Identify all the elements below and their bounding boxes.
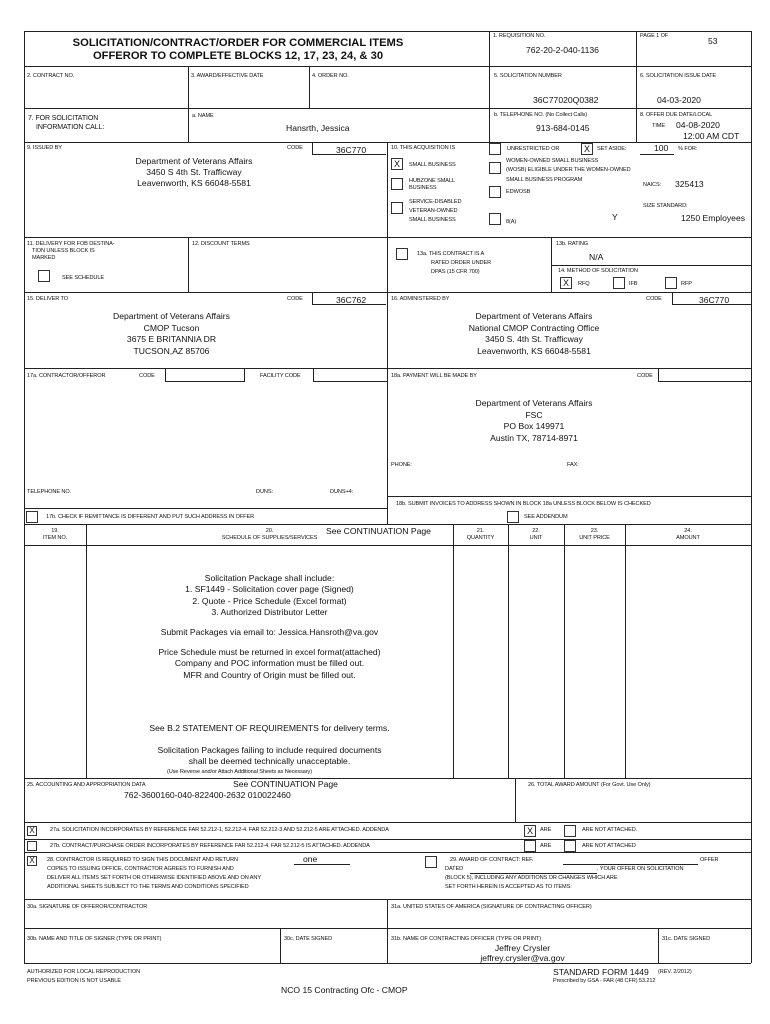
clause-27b-are: ARE (540, 843, 552, 849)
remittance-label: 17b. CHECK IF REMITTANCE IS DIFFERENT AND PUT SUCH ADDRESS IN OFFER (46, 514, 255, 520)
clause-27b-checkbox[interactable] (27, 841, 37, 851)
col-quantity: 21. QUANTITY (466, 528, 495, 541)
footer-form-name: STANDARD FORM 1449 (553, 967, 649, 977)
order-no-label: 4. ORDER NO. (312, 73, 349, 79)
sdvosb-label-1: SERVICE-DISABLED (409, 199, 462, 205)
title-line-2: OFFEROR TO COMPLETE BLOCKS 12, 17, 23, 24, & 30 (92, 50, 384, 62)
deliver-to-address: Department of Veterans Affairs CMOP Tucson 3675 E BRITANNIA DR TUCSON,AZ 85706 (113, 311, 230, 356)
issued-by-address: Department of Veterans Affairs 3450 S 4th St. Trafficway Leavenworth, KS 66048-5581 (135, 156, 253, 188)
naics-label: NAICS: (643, 182, 662, 188)
rated-label-2: RATED ORDER UNDER (431, 260, 492, 266)
footer-authorized: AUTHORIZED FOR LOCAL REPRODUCTION (27, 969, 141, 975)
requisition-label: 1. REQUISITION NO. (493, 33, 546, 39)
title-line-1: SOLICITATION/CONTRACT/ORDER FOR COMMERCIAL ITEMS (72, 37, 404, 49)
schedule-submit-email: Submit Packages via email to: Jessica.Hansroth@va.gov (160, 627, 379, 637)
page-label: PAGE 1 OF (640, 33, 669, 39)
clause-27a-not-attached: ARE NOT ATTACHED. (582, 827, 638, 833)
duns4-label: DUNS+4: (330, 489, 354, 495)
clause-29-line-3: (BLOCK 5), INCLUDING ANY ADDITIONS OR CHANGES WHICH ARE (445, 875, 618, 881)
col-unit: 22. UNIT (529, 528, 543, 541)
percent-for-label: % FOR: (678, 146, 698, 152)
sdvosb-checkbox[interactable] (391, 202, 403, 214)
schedule-price-instructions: Price Schedule must be returned in excel format(attached) Company and POC information must be filled out. MFR and Country of Origin must be filled out. (158, 647, 381, 680)
rating-label: 13b. RATING (556, 241, 589, 247)
schedule-reverse-note: (Use Reverse and/or Attach Additional Sheets as Necessary) (167, 769, 312, 775)
clause-29-your-offer: . YOUR OFFER ON SOLICITATION (597, 866, 684, 872)
delivery-label-2: TION UNLESS BLOCK IS (32, 248, 95, 254)
clause-28-line-3: DELIVER ALL ITEMS SET FORTH OR OTHERWISE IDENTIFIED ABOVE AND ON ANY (47, 875, 261, 881)
edwosb-checkbox[interactable] (489, 186, 501, 198)
name-label: a. NAME (192, 113, 214, 119)
for-info-label-2: INFORMATION CALL: (36, 124, 105, 131)
eight-a-label: 8(A) (506, 219, 517, 225)
set-aside-checkbox[interactable]: X (581, 143, 593, 155)
remittance-checkbox[interactable] (26, 511, 38, 523)
issued-by-code: 36C770 (336, 145, 367, 155)
signer-date-label: 30c. DATE SIGNED (284, 936, 333, 942)
issued-by-label: 9. ISSUED BY (27, 145, 62, 151)
clause-29-checkbox[interactable] (425, 856, 437, 868)
see-schedule-label: SEE SCHEDULE (62, 275, 105, 281)
administered-by-label: 16. ADMINISTERED BY (391, 296, 450, 302)
rating-value: N/A (589, 252, 604, 262)
administered-by-code: 36C770 (699, 295, 730, 305)
unrestricted-checkbox[interactable] (489, 143, 501, 155)
eight-a-value: Y (612, 212, 618, 222)
due-label-1: 8. OFFER DUE DATE/LOCAL (640, 112, 713, 118)
col-item-no: 19. ITEM NO. (42, 528, 68, 541)
invoices-label: 18b. SUBMIT INVOICES TO ADDRESS SHOWN IN BLOCK 18a UNLESS BLOCK BELOW IS CHECKED (396, 501, 651, 507)
issued-by-code-label: CODE (287, 145, 303, 151)
issue-date-label: 6. SOLICITATION ISSUE DATE (640, 73, 717, 79)
clause-27a-checkbox[interactable]: X (27, 826, 37, 836)
total-award-label: 26. TOTAL AWARD AMOUNT (For Govt. Use Only) (528, 782, 651, 788)
payment-code-label: CODE (637, 373, 653, 379)
duns-label: DUNS: (256, 489, 273, 495)
clause-27a-are: ARE (540, 827, 552, 833)
accounting-label: 25. ACCOUNTING AND APPROPRIATION DATA (27, 782, 146, 788)
clause-27b-are-checkbox[interactable] (524, 840, 536, 852)
delivery-label-1: 11. DELIVERY FOR FOB DESTINA- (27, 241, 115, 247)
solicitation-number-label: 5. SOLICITATION NUMBER (494, 73, 562, 79)
contact-name: Hansrth, Jessica (286, 123, 350, 133)
unrestricted-label: UNRESTRICTED OR (507, 146, 560, 152)
see-schedule-checkbox[interactable] (38, 270, 50, 282)
sdvosb-label-3: SMALL BUSINESS (409, 217, 456, 223)
footer-previous-edition: PREVIOUS EDITION IS NOT USABLE (27, 978, 121, 984)
deliver-to-label: 15. DELIVER TO (27, 296, 68, 302)
schedule-delivery-terms: See B.2 STATEMENT OF REQUIREMENTS for delivery terms. (149, 723, 390, 733)
issue-date: 04-03-2020 (657, 95, 701, 105)
clause-27b-not-attached-checkbox[interactable] (564, 840, 576, 852)
clause-28-checkbox[interactable]: X (27, 856, 37, 866)
officer-date-label: 31c. DATE SIGNED (662, 936, 711, 942)
wosb-label-2: (WOSB) ELIGIBLE UNDER THE WOMEN-OWNED (506, 167, 631, 173)
clause-28-copies: one (303, 854, 318, 864)
page-total: 53 (708, 36, 718, 46)
payment-address: Department of Veterans Affairs FSC PO Box 149971 Austin TX, 78714-8971 (475, 398, 593, 443)
schedule-package-contents: Solicitation Package shall include: 1. SF1449 - Solicitation cover page (Signed) 2. Quote - Price Schedule (Excel format) 3. Authorized Distributor Letter (185, 573, 354, 617)
facility-code-field[interactable] (313, 369, 388, 382)
rfq-label: RFQ (578, 281, 590, 287)
rfp-checkbox[interactable] (665, 277, 677, 289)
deliver-to-code-label: CODE (287, 296, 303, 302)
telephone-label: TELEPHONE NO. (27, 489, 72, 495)
clause-27a-not-attached-checkbox[interactable] (564, 825, 576, 837)
addendum-label: SEE ADDENDUM (524, 514, 568, 520)
size-standard-value: 1250 Employees (681, 213, 746, 223)
solicitation-number: 36C77020Q0382 (533, 95, 599, 105)
clause-27b-text: 27b. CONTRACT/PURCHASE ORDER INCORPORATES BY REFERENCE FAR 52.212-4. FAR 52.212-5 IS ATTACHED. ADDENDA (50, 843, 370, 849)
administered-by-code-label: CODE (646, 296, 662, 302)
officer-email: jeffrey.crysler@va.gov (480, 953, 565, 963)
accounting-see-continuation: See CONTINUATION Page (233, 779, 338, 789)
wosb-checkbox[interactable] (489, 162, 501, 174)
for-info-label-1: 7. FOR SOLICITATION (28, 115, 99, 122)
ifb-label: IFB (629, 281, 638, 287)
footer-revision: (REV. 2/2012) (658, 969, 692, 975)
clause-27a-text: 27a. SOLICITATION INCORPORATES BY REFERENCE FAR 52.212-1, 52.212-4. FAR 52.212-3 AND 52.212-5 ARE ATTACHED. ADDENDA (50, 827, 389, 833)
ifb-checkbox[interactable] (613, 277, 625, 289)
administered-by-address: Department of Veterans Affairs National CMOP Contracting Office 3450 S. 4th St. Trafficway Leavenworth, KS 66048-5581 (468, 311, 600, 356)
contractor-code-label: CODE (139, 373, 155, 379)
form-title (24, 37, 452, 63)
rfp-label: RFP (681, 281, 692, 287)
delivery-label-3: MARKED (32, 255, 56, 261)
hubzone-label-1: HUBZONE SMALL (409, 178, 455, 184)
clause-28-line-2: COPIES TO ISSUING OFFICE. CONTRACTOR AGREES TO FURNISH AND (47, 866, 234, 872)
clause-29-line-4: SET FORTH HEREIN IS ACCEPTED AS TO ITEMS: (445, 884, 572, 890)
small-business-checkbox[interactable]: X (391, 158, 403, 170)
signature-officer-label: 31a. UNITED STATES OF AMERICA (SIGNATURE OF CONTRACTING OFFICER) (391, 904, 592, 910)
clause-28-line-1: 28. CONTRACTOR IS REQUIRED TO SIGN THIS DOCUMENT AND RETURN (47, 857, 238, 863)
contractor-code-field[interactable] (165, 369, 245, 382)
schedule-see-continuation: See CONTINUATION Page (326, 526, 431, 536)
naics-value: 325413 (675, 179, 704, 189)
award-date-label: 3. AWARD/EFFECTIVE DATE (191, 73, 264, 79)
rated-order-checkbox[interactable] (396, 248, 408, 260)
officer-name: Jeffrey Crysler (494, 943, 551, 953)
deliver-to-code: 36C762 (336, 295, 367, 305)
clause-29-line-1: 29. AWARD OF CONTRACT: REF. (450, 857, 534, 863)
acquisition-label: 10. THIS ACQUISITION IS (391, 145, 456, 151)
clause-27b-not-attached: ARE NOT ATTACHED (582, 843, 636, 849)
footer-prescribed: Prescribed by GSA - FAR (48 CFR) 53.212 (553, 978, 656, 984)
contractor-label: 17a. CONTRACTOR/OFFEROR (27, 373, 106, 379)
eight-a-checkbox[interactable] (489, 213, 501, 225)
contact-phone: 913-684-0145 (536, 123, 590, 133)
method-label: 14. METHOD OF SOLICITATION (558, 268, 638, 274)
addendum-checkbox[interactable] (507, 511, 519, 523)
due-label-2: TIME (652, 123, 665, 129)
col-unit-price: 23. UNIT PRICE (579, 528, 610, 541)
hubzone-label-2: BUSINESS (409, 185, 437, 191)
schedule-unacceptable-note: Solicitation Packages failing to include required documents shall be deemed technically unacceptable. (157, 745, 382, 767)
clause-29-dated: DATED (445, 866, 464, 872)
col-amount: 24. AMOUNT (676, 528, 700, 541)
set-aside-percent: 100 (654, 143, 669, 153)
rated-label-3: DPAS (15 CFR 700) (431, 269, 480, 275)
size-standard-label: SIZE STANDARD: (643, 203, 688, 209)
clause-29-offer: OFFER (700, 857, 719, 863)
requisition-number: 762-20-2-040-1136 (526, 45, 599, 55)
clause-28-line-4: ADDITIONAL SHEETS SUBJECT TO THE TERMS AND CONDITIONS SPECIFIED (47, 884, 249, 890)
footer-office: NCO 15 Contracting Ofc - CMOP (281, 985, 408, 995)
due-date: 04-08-2020 (676, 120, 720, 130)
officer-name-label: 31b. NAME OF CONTRACTING OFFICER (TYPE OR PRINT) (391, 936, 541, 942)
sdvosb-label-2: VETERAN-OWNED (409, 208, 458, 214)
payment-phone-label: PHONE: (391, 462, 412, 468)
payment-code-field[interactable] (658, 369, 752, 382)
col-schedule: 20. SCHEDULE OF SUPPLIES/SERVICES (221, 528, 318, 541)
edwosb-label: EDWOSB (506, 189, 531, 195)
wosb-label-1: WOMEN-OWNED SMALL BUSINESS (506, 158, 599, 164)
rfq-checkbox[interactable]: X (560, 277, 572, 289)
signature-offeror-label: 30a. SIGNATURE OF OFFEROR/CONTRACTOR (27, 904, 148, 910)
facility-code-label: FACILITY CODE (260, 373, 301, 379)
contract-no-label: 2. CONTRACT NO. (27, 73, 75, 79)
accounting-data: 762-3600160-040-822400-2632 010022460 (124, 790, 291, 800)
payment-label: 18a. PAYMENT WILL BE MADE BY (391, 373, 477, 379)
rated-label-1: 13a. THIS CONTRACT IS A (417, 251, 485, 257)
hubzone-checkbox[interactable] (391, 178, 403, 190)
signer-name-label: 30b. NAME AND TITLE OF SIGNER (TYPE OR PRINT) (27, 936, 162, 942)
wosb-label-3: SMALL BUSINESS PROGRAM (506, 177, 583, 183)
payment-fax-label: FAX: (567, 462, 579, 468)
phone-label: b. TELEPHONE NO. (No Collect Calls) (494, 112, 588, 118)
due-time: 12:00 AM CDT (683, 131, 740, 141)
set-aside-label: SET ASIDE: (597, 146, 627, 152)
clause-27a-are-checkbox[interactable]: X (524, 825, 536, 837)
discount-terms-label: 12. DISCOUNT TERMS (192, 241, 250, 247)
small-business-label: SMALL BUSINESS (409, 162, 456, 168)
